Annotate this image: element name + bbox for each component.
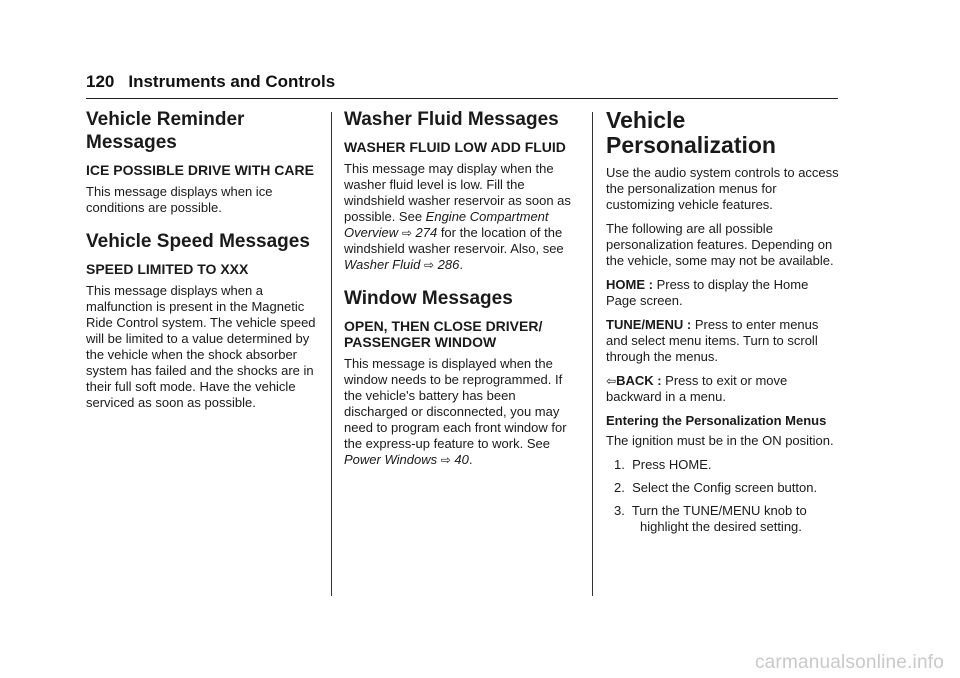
back-label: BACK : <box>616 373 662 388</box>
column-left <box>86 108 322 419</box>
reminder-messages-title: Vehicle Reminder Messages <box>86 109 245 153</box>
back-control-desc: ⇦BACK : Press to exit or move backward in a menu. <box>606 373 788 404</box>
list-item: 3. Turn the TUNE/MENU knob to highlight the desired setting. <box>614 503 807 534</box>
home-label: HOME : <box>606 277 653 292</box>
column-middle <box>344 108 580 476</box>
speed-message-text: This message displays when a malfunction is present in the Magnetic Ride Control system. The vehicle speed will be limited to a value determined by the vehicle when the shock absorber system has failed and the shocks are in their full soft mode. Have the vehicle serviced as soon as possible. <box>86 283 316 410</box>
tune-menu-label: TUNE/MENU : <box>606 317 692 332</box>
watermark: carmanualsonline.info <box>754 652 944 673</box>
column-divider-2 <box>592 112 593 596</box>
ice-message-text: This message displays when ice conditions are possible. <box>86 184 273 215</box>
page-ref-274[interactable]: 274 <box>415 225 438 240</box>
ice-message-heading: ICE POSSIBLE DRIVE WITH CARE <box>86 162 314 178</box>
link-power-windows[interactable]: Power Windows <box>344 452 438 467</box>
page-ref-40[interactable]: 40 <box>454 452 469 467</box>
header-rule <box>86 98 838 99</box>
back-arrow-icon: ⇦ <box>606 374 617 388</box>
link-washer-fluid[interactable]: Washer Fluid <box>344 257 421 272</box>
speed-messages-title: Vehicle Speed Messages <box>86 231 310 252</box>
washer-message-text: This message may display when the washer fluid level is low. Fill the windshield washer reservoir as soon as possible. See Engine Compartment Overview ⇨ 274 for the location of the windshield washer reservoir. Also, see Washer Fluid ⇨ 286. <box>344 161 571 272</box>
speed-message-heading: SPEED LIMITED TO XXX <box>86 261 249 277</box>
page-ref-arrow-icon: ⇨ <box>423 258 435 272</box>
ignition-text: The ignition must be in the ON position. <box>606 433 834 448</box>
link-engine-compartment[interactable]: Engine Compartment Overview <box>344 209 549 240</box>
steps-list <box>606 457 842 535</box>
personalization-intro-2: The following are all possible personalization features. Depending on the vehicle, some may not be available. <box>606 221 834 268</box>
column-divider-1 <box>331 112 332 596</box>
washer-message-heading: WASHER FLUID LOW ADD FLUID <box>344 139 566 155</box>
window-message-heading: OPEN, THEN CLOSE DRIVER/ PASSENGER WINDOW <box>344 318 543 350</box>
page-header <box>86 72 335 92</box>
home-control-desc: HOME : Press to display the Home Page screen. <box>606 277 809 308</box>
tune-menu-control-desc: TUNE/MENU : Press to enter menus and select menu items. Turn to scroll through the menus. <box>606 317 819 364</box>
column-right <box>606 108 842 542</box>
window-messages-title: Window Messages <box>344 288 513 309</box>
page-number: 120 <box>86 72 115 91</box>
washer-messages-title: Washer Fluid Messages <box>344 109 559 130</box>
page-ref-arrow-icon: ⇨ <box>440 453 451 467</box>
window-message-text: This message is displayed when the window needs to be reprogrammed. If the vehicle's battery has been discharged or disconnected, you may need to program each front window for the express-up feature to work. See Power Windows ⇨ 40. <box>344 356 567 467</box>
page-ref-arrow-icon: ⇨ <box>401 226 412 240</box>
entering-menus-heading: Entering the Personalization Menus <box>606 413 827 428</box>
page-ref-286[interactable]: 286 <box>437 257 460 272</box>
list-item: 1. Press HOME. <box>614 457 712 472</box>
list-item: 2. Select the Config screen button. <box>614 480 818 495</box>
section-title: Instruments and Controls <box>128 72 336 91</box>
personalization-intro-1: Use the audio system controls to access the personalization menus for customizing vehicle features. <box>606 165 839 212</box>
personalization-title: Vehicle Personalization <box>606 107 776 158</box>
